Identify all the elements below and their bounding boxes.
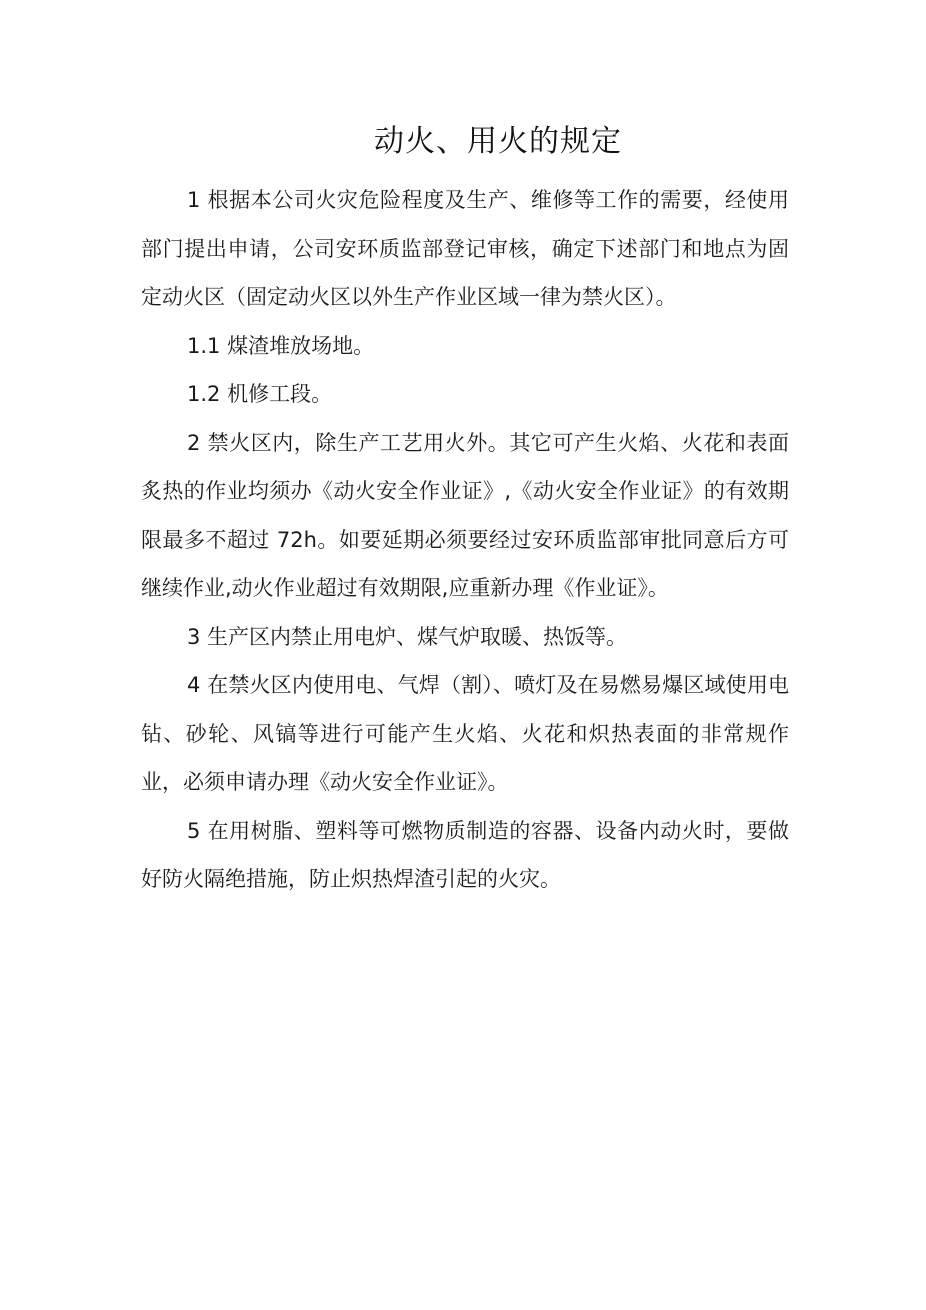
paragraph-1-1: 1.1 煤渣堆放场地。 (187, 333, 375, 358)
paragraph-1-2: 1.2 机修工段。 (187, 382, 333, 406)
paragraph-5: 5 在用树脂、塑料等可燃物质制造的容器、设备内动火时，要做好防火隔绝措施，防止炽热焊渣引起的火灾。 (141, 818, 789, 891)
paragraph-4: 4 在禁火区内使用电、气焊（割）、喷灯及在易燃易爆区域使用电钻、砂轮、风镐等进行可能产生火焰、火花和炽热表面的非常规作业，必须申请办理《动火安全作业证》。 (141, 673, 789, 794)
paragraph-3: 3 生产区内禁止用电炉、煤气炉取暖、热饭等。 (187, 624, 628, 649)
paragraph-2: 2 禁火区内，除生产工艺用火外。其它可产生火焰、火花和表面炙热的作业均须办《动火安全作业证》,《动火安全作业证》的有效期限最多不超过 72h。如要延期必须要经过安环质监部审批同意后方可继续作业,动火作业超过有效期限,应重新办理《作业证》。 (141, 430, 789, 600)
document-title: 动火、用火的规定 (374, 124, 622, 159)
paragraph-1: 1 根据本公司火灾危险程度及生产、维修等工作的需要，经使用部门提出申请，公司安环质监部登记审核，确定下述部门和地点为固定动火区（固定动火区以外生产作业区域一律为禁火区）。 (141, 188, 789, 309)
document-body (141, 176, 789, 904)
